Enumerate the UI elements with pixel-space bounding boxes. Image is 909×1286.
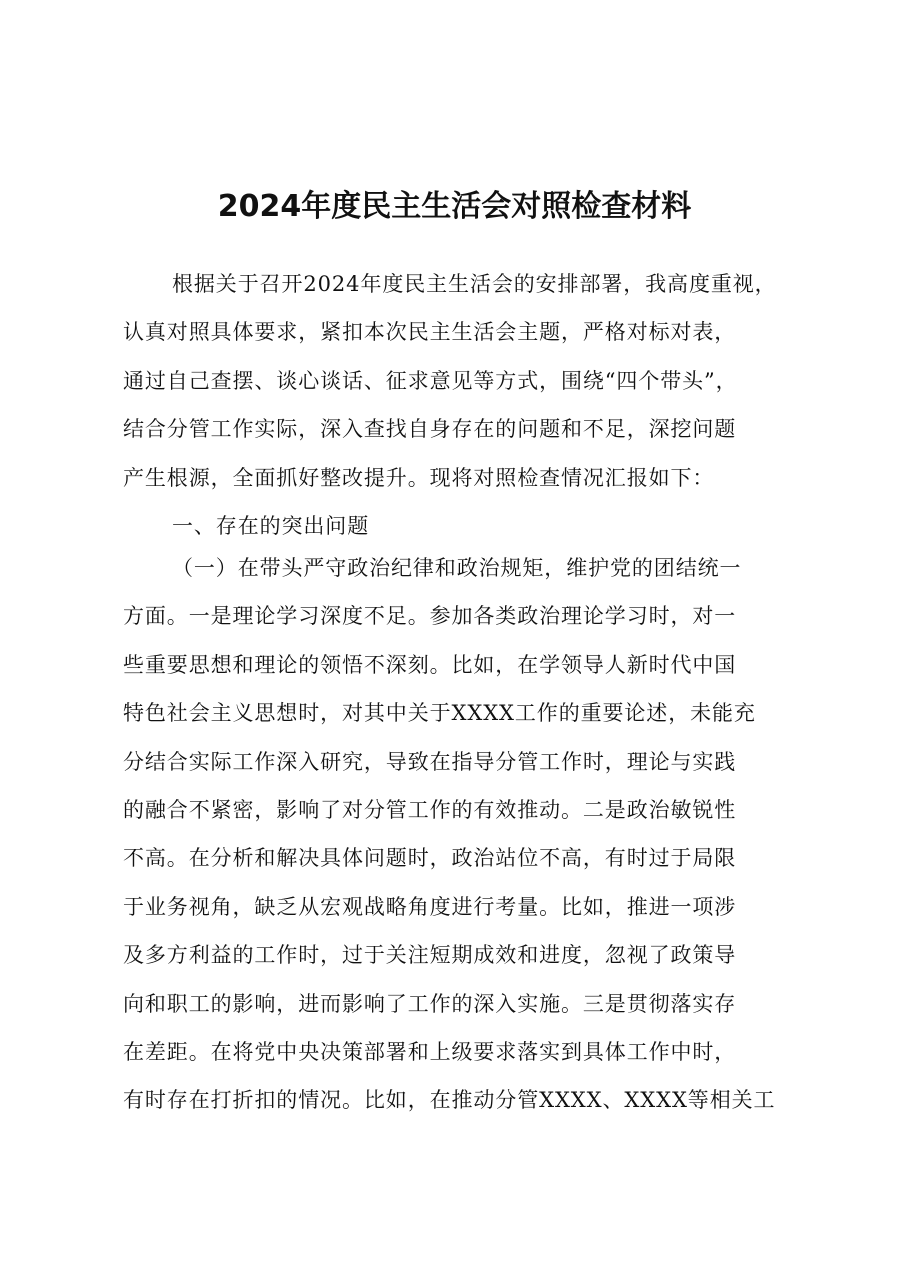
paragraph-line: 通过自己查摆、谈心谈话、征求意见等方式，围绕“四个带头”， xyxy=(123,368,738,393)
paragraph-line: 的融合不紧密，影响了对分管工作的有效推动。二是政治敏锐性 xyxy=(123,797,737,822)
paragraph-line: 有时存在打折扣的情况。比如，在推动分管XXXX、XXXX等相关工 xyxy=(123,1088,776,1113)
paragraph-line: 些重要思想和理论的领悟不深刻。比如，在学领导人新时代中国 xyxy=(123,652,737,677)
section-paragraph xyxy=(123,544,813,1125)
paragraph-line: 及多方利益的工作时，过于关注短期成效和进度，忽视了政策导 xyxy=(123,943,737,968)
document-title: 2024年度民主生活会对照检查材料 xyxy=(217,189,692,224)
paragraph-line: 于业务视角，缺乏从宏观战略角度进行考量。比如，推进一项涉 xyxy=(123,894,737,919)
paragraph-line: 认真对照具体要求，紧扣本次民主生活会主题，严格对标对表， xyxy=(123,320,737,345)
paragraph-line: 根据关于召开2024年度民主生活会的安排部署，我高度重视， xyxy=(172,272,777,296)
paragraph-line: 产生根源，全面抓好整改提升。现将对照检查情况汇报如下： xyxy=(123,465,715,490)
paragraph-line: 不高。在分析和解决具体问题时，政治站位不高，有时过于局限 xyxy=(123,846,737,871)
section-heading: 一、存在的突出问题 xyxy=(172,514,370,538)
paragraph-line: 在差距。在将党中央决策部署和上级要求落实到具体工作中时， xyxy=(123,1039,737,1064)
paragraph-line: 分结合实际工作深入研究，导致在指导分管工作时，理论与实践 xyxy=(123,749,737,774)
intro-paragraph xyxy=(123,260,813,502)
paragraph-line: 方面。一是理论学习深度不足。参加各类政治理论学习时，对一 xyxy=(123,604,737,629)
paragraph-line: 向和职工的影响，进而影响了工作的深入实施。三是贯彻落实存 xyxy=(123,991,737,1016)
paragraph-line: 特色社会主义思想时，对其中关于XXXX工作的重要论述，未能充 xyxy=(123,701,756,726)
paragraph-line: （一）在带头严守政治纪律和政治规矩，维护党的团结统一 xyxy=(172,556,742,580)
paragraph-line: 结合分管工作实际，深入查找自身存在的问题和不足，深挖问题 xyxy=(123,417,737,442)
